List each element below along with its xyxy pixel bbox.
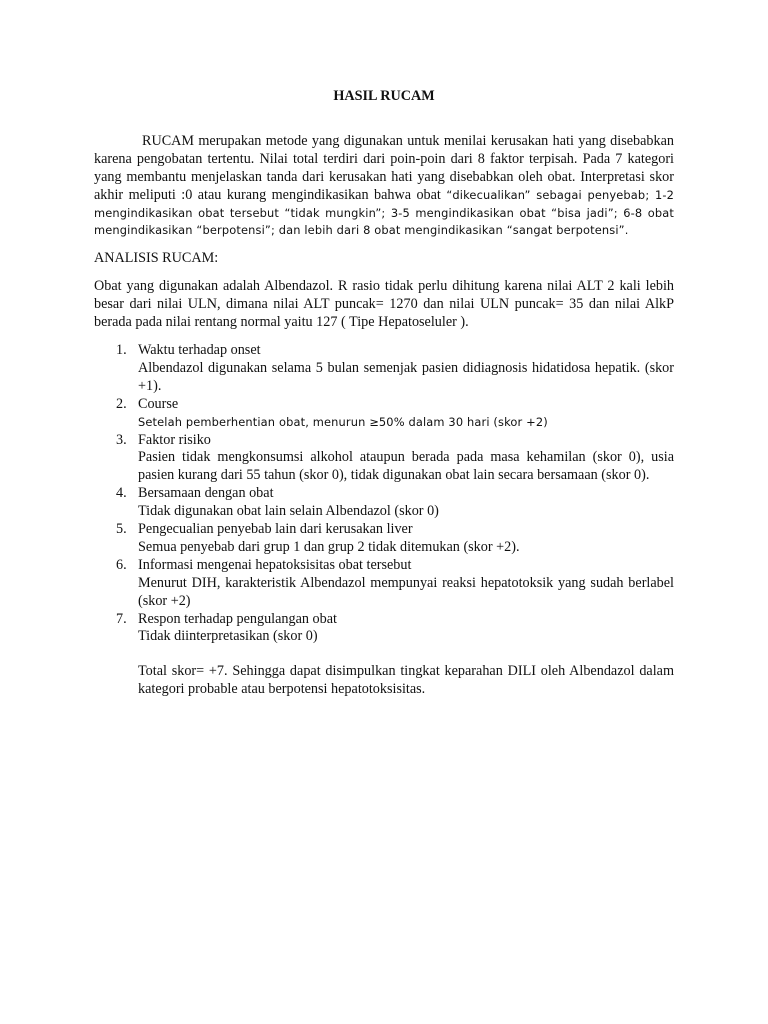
item-heading: Bersamaan dengan obat — [138, 485, 274, 502]
document-title: HASIL RUCAM — [333, 88, 435, 104]
item-detail: Semua penyebab dari grup 1 dan grup 2 tidak ditemukan (skor +2). — [138, 538, 520, 555]
rucam-criteria-list — [94, 342, 674, 646]
analysis-paragraph: Obat yang digunakan adalah Albendazol. R rasio tidak perlu dihitung karena nilai ALT 2 kali lebih besar dari nilai ULN, dimana nilai ALT puncak= 1270 dan nilai ULN puncak= 35 dan nilai AlkP berada pada nilai rentang normal yaitu 127 ( Tipe Hepatoseluler ). — [94, 278, 674, 331]
item-number: 7. — [116, 610, 127, 627]
item-detail: Setelah pemberhentian obat, menurun ≥50% dalam 30 hari (skor +2) — [138, 414, 548, 429]
item-heading: Course — [138, 395, 179, 412]
item-heading: Faktor risiko — [138, 431, 211, 448]
intro-paragraph — [94, 133, 674, 240]
item-heading: Waktu terhadap onset — [138, 341, 261, 358]
list-item — [94, 396, 674, 432]
item-heading: Respon terhadap pengulangan obat — [138, 610, 337, 627]
item-detail: Tidak digunakan obat lain selain Albendazol (skor 0) — [138, 503, 439, 520]
list-item — [94, 611, 674, 647]
item-number: 1. — [116, 341, 127, 358]
item-number: 6. — [116, 556, 127, 573]
section-heading: ANALISIS RUCAM: — [94, 250, 219, 267]
item-number: 5. — [116, 521, 127, 538]
document-page — [94, 88, 674, 699]
intro-text-sans: “dikecualikan” sebagai penyebab; 1-2 mengindikasikan obat tersebut “tidak mungkin”; 3-5 mengindikasikan obat “bisa jadi”; 6-8 obat mengindikasikan “berpotensi”; dan lebih dari 8 obat mengindikasikan “sangat berpotensi”. — [94, 187, 675, 238]
item-detail: Menurut DIH, karakteristik Albendazol mempunyai reaksi hepatotoksik yang sudah berlabel (skor +2) — [138, 574, 674, 609]
list-item — [94, 342, 674, 396]
intro-text-serif: RUCAM merupakan metode yang digunakan untuk menilai kerusakan hati yang disebabkan karena pengobatan tertentu. Nilai total terdiri dari poin-poin dari 8 faktor terpisah. Pada 7 kategori yang membantu menjelaskan tanda dari kerusakan hati yang disebabkan oleh obat. Interpretasi skor akhir meliputi :0 atau kurang mengindikasikan bahwa obat — [94, 132, 674, 203]
item-heading: Informasi mengenai hepatoksisitas obat tersebut — [138, 556, 412, 573]
item-heading: Pengecualian penyebab lain dari kerusakan liver — [138, 521, 413, 538]
item-number: 3. — [116, 431, 127, 448]
list-item — [94, 521, 674, 557]
total-score-paragraph: Total skor= +7. Sehingga dapat disimpulkan tingkat keparahan DILI oleh Albendazol dalam kategori probable atau berpotensi hepatotoksisitas. — [138, 663, 674, 698]
list-item — [94, 432, 674, 486]
item-detail: Albendazol digunakan selama 5 bulan semenjak pasien didiagnosis hidatidosa hepatik. (skor +1). — [138, 359, 674, 394]
item-number: 2. — [116, 395, 127, 412]
item-number: 4. — [116, 485, 127, 502]
list-item — [94, 557, 674, 611]
item-detail: Tidak diinterpretasikan (skor 0) — [138, 628, 318, 645]
list-item — [94, 485, 674, 521]
item-detail: Pasien tidak mengkonsumsi alkohol ataupun berada pada masa kehamilan (skor 0), usia pasien kurang dari 55 tahun (skor 0), tidak digunakan obat lain secara bersamaan (skor 0). — [138, 449, 674, 484]
